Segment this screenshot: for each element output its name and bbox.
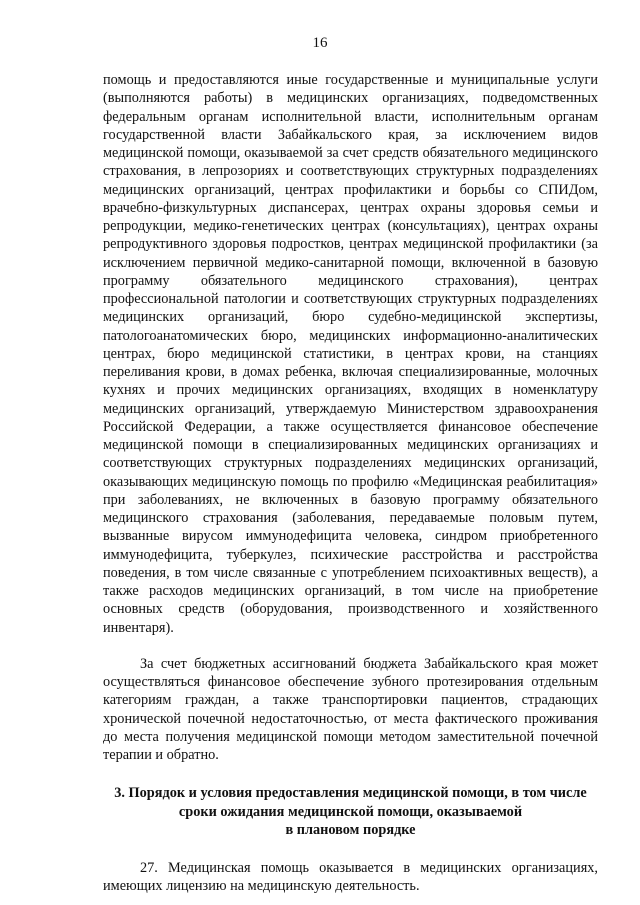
section-heading-line-2: сроки ожидания медицинской помощи, оказываемой xyxy=(178,803,523,820)
section-heading xyxy=(103,784,598,839)
section-heading-line-3: в плановом порядке xyxy=(285,821,416,838)
page-content xyxy=(103,71,598,896)
paragraph-continuation: помощь и предоставляются иные государственные и муниципальные услуги (выполняются работы) в медицинских организациях, подведомственных федеральным органам исполнительной власти, исполнительным органам государственной власти Забайкальского края, за исключением видов медицинской помощи, оказываемой за счет средств обязательного медицинского страхования, в лепрозориях и соответствующих структурных подразделениях медицинских организаций, центрах профилактики и борьбы со СПИДом, врачебно-физкультурных диспансерах, центрах охраны здоровья семьи и репродукции, медико-генетических центрах (консультациях), центрах охраны репродуктивного здоровья подростков, центрах медицинской профилактики (за исключением первичной медико-санитарной помощи, включенной в базовую программу обязательного медицинского страхования), центрах профессиональной патологии и соответствующих структурных подразделениях медицинских организаций, бюро судебно-медицинской экспертизы, патологоанатомических бюро, медицинских информационно-аналитических центрах, бюро медицинской статистики, в центрах крови, на станциях переливания крови, в домах ребенка, включая специализированные, молочных кухнях и прочих медицинских организациях, входящих в номенклатуру медицинских организаций, утверждаемую Министерством здравоохранения Российской Федерации, а также осуществляется финансовое обеспечение медицинской помощи в специализированных медицинских организациях и соответствующих структурных подразделениях медицинских организаций, оказывающих медицинскую помощь по профилю «Медицинская реабилитация» при заболеваниях, не включенных в базовую программу обязательного медицинского страхования (заболевания, передаваемые половым путем, вызванные вирусом иммунодефицита человека, синдром приобретенного иммунодефицита, туберкулез, психические расстройства и расстройства поведения, в том числе связанные с употреблением психоактивных веществ), а также расходов медицинских организаций, в том числе на приобретение основных средств (оборудования, производственного и хозяйственного инвентаря). xyxy=(103,72,598,636)
clause-27: 27. Медицинская помощь оказывается в медицинских организациях, имеющих лицензию на медицинскую деятельность. xyxy=(103,860,598,895)
page-number: 16 xyxy=(312,35,328,51)
section-heading-line-1: 3. Порядок и условия предоставления медицинской помощи, в том числе xyxy=(114,785,587,802)
paragraph-budget-financing: За счет бюджетных ассигнований бюджета Забайкальского края может осуществляться финансовое обеспечение зубного протезирования отдельным категориям граждан, а также транспортировки пациентов, страдающих хронической почечной недостаточностью, от места фактического проживания до места получения медицинской помощи методом заместительной почечной терапии и обратно. xyxy=(103,655,598,763)
